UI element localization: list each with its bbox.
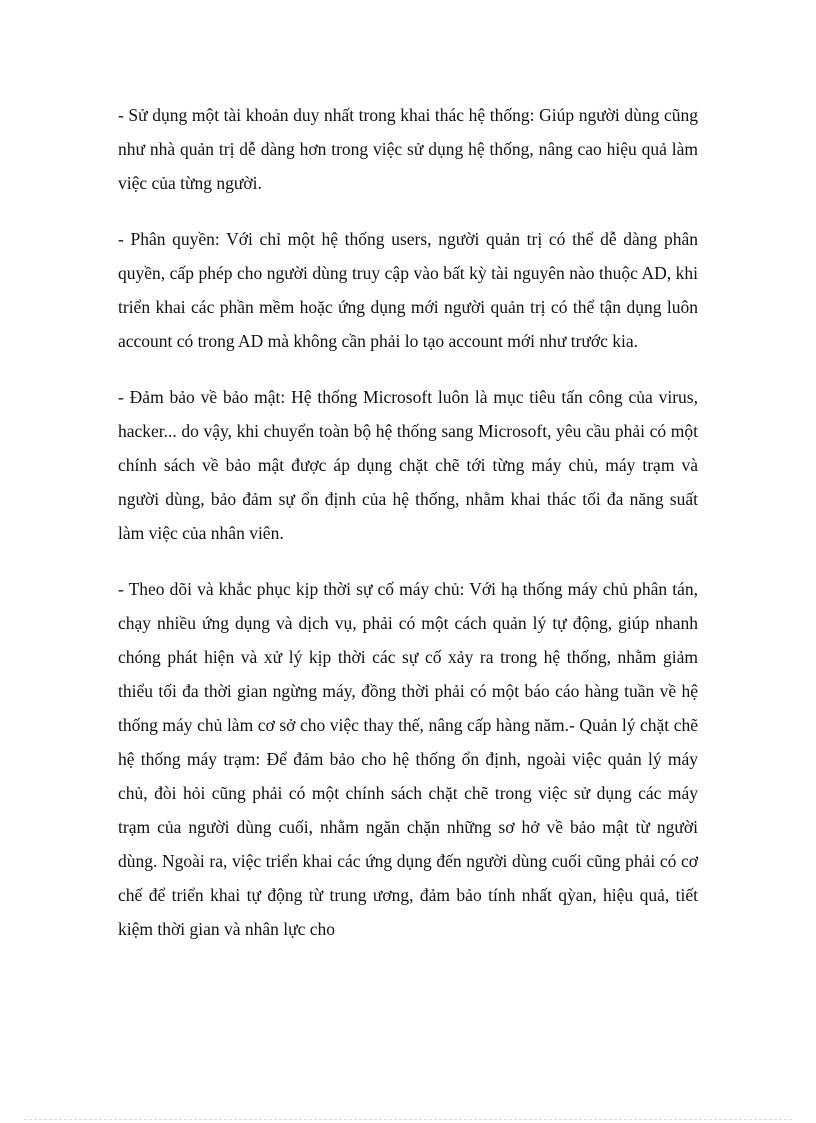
paragraph-single-account: - Sử dụng một tài khoản duy nhất trong khai thác hệ thống: Giúp người dùng cũng như nhà quản trị dễ dàng hơn trong việc sử dụng hệ thống, nâng cao hiệu quả làm việc của từng người.	[118, 105, 698, 193]
paragraph-server-monitoring: - Theo dõi và khắc phục kịp thời sự cố máy chủ: Với hạ thống máy chủ phân tán, chạy nhiều ứng dụng và dịch vụ, phải có một cách quản lý tự động, giúp nhanh chóng phát hiện và xử lý kịp thời các sự cố xảy ra trong hệ thống, nhằm giảm thiểu tối đa thời gian ngừng máy, đồng thời phải có một báo cáo hàng tuần về hệ thống máy chủ làm cơ sở cho việc thay thế, nâng cấp hàng năm.- Quản lý chặt chẽ hệ thống máy trạm: Để đảm bảo cho hệ thống ổn định, ngoài việc quản lý máy chủ, đòi hỏi cũng phải có một chính sách chặt chẽ trong việc sử dụng các máy trạm của người dùng cuối, nhằm ngăn chặn những sơ hở về bảo mật từ người dùng. Ngoài ra, việc triển khai các ứng dụng đến người dùng cuối cũng phải có cơ chế để triển khai tự động từ trung ương, đảm bảo tính nhất qỳan, hiệu quả, tiết kiệm thời gian và nhân lực cho	[118, 579, 698, 939]
paragraph-security: - Đảm bảo về bảo mật: Hệ thống Microsoft luôn là mục tiêu tấn công của virus, hacker... do vậy, khi chuyển toàn bộ hệ thống sang Microsoft, yêu cầu phải có một chính sách về bảo mật được áp dụng chặt chẽ tới từng máy chủ, máy trạm và người dùng, bảo đảm sự ổn định của hệ thống, nhằm khai thác tối đa năng suất làm việc của nhân viên.	[118, 387, 698, 543]
paragraph-permissions: - Phân quyền: Với chỉ một hệ thống users, người quản trị có thể dễ dàng phân quyền, cấp phép cho người dùng truy cập vào bất kỳ tài nguyên nào thuộc AD, khi triển khai các phần mềm hoặc ứng dụng mới người quản trị có thể tận dụng luôn account có trong AD mà không cần phải lo tạo account mới như trước kia.	[118, 229, 698, 351]
page-bottom-divider	[24, 1119, 792, 1120]
document-body	[118, 98, 698, 968]
